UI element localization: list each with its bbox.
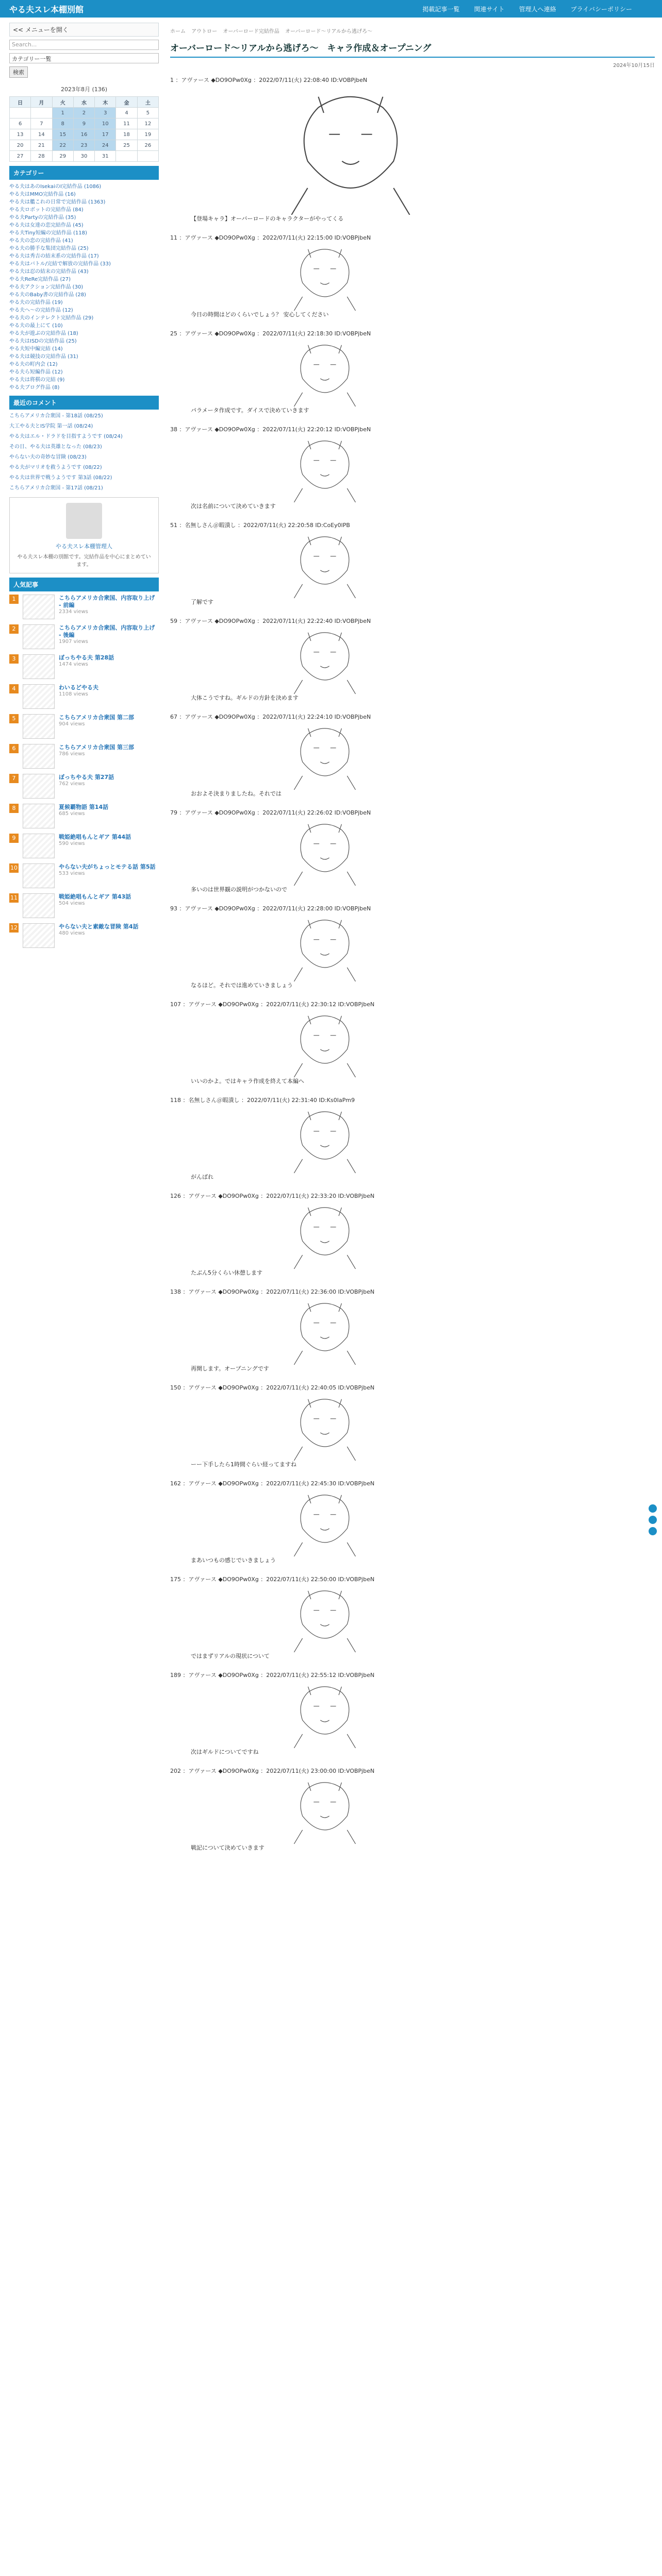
calendar-day[interactable]: 29 — [52, 151, 73, 162]
post-header: 138 ：アヴァース ◆DO9OPw0Xg ：2022/07/11(火) 22:36:00 ID:VOBPjbeN — [170, 1289, 375, 1295]
rank-thumbnail[interactable] — [23, 744, 55, 769]
profile-avatar — [66, 503, 102, 539]
ranking-list — [9, 595, 159, 948]
comment-item[interactable]: やる夫は世界で戦うようです 第3話 (08/22) — [9, 475, 112, 481]
site-title[interactable]: やる夫スレ本棚別館 — [9, 4, 84, 14]
menu-toggle[interactable] — [9, 23, 159, 37]
comment-item[interactable]: やる夫がマリオを救うようです (08/22) — [9, 465, 102, 470]
profile-name[interactable]: やる夫スレ本棚管理人 — [56, 543, 112, 550]
calendar-day[interactable]: 21 — [31, 140, 52, 151]
rank-number: 9 — [9, 834, 19, 843]
category-item[interactable]: やる夫短中編完結 (14) — [9, 346, 63, 352]
ranking-item[interactable] — [9, 714, 159, 739]
category-item[interactable]: やる夫は忍の結末の完結作品 (43) — [9, 269, 89, 275]
post — [170, 808, 655, 894]
calendar-weekday: 木 — [95, 97, 116, 108]
category-item[interactable]: やる夫が遊ぶの完結作品 (18) — [9, 331, 78, 336]
rank-views: 904 views — [59, 721, 85, 727]
rank-thumbnail[interactable] — [23, 834, 55, 858]
calendar-title[interactable]: 2023年8月 (136) — [60, 86, 108, 93]
calendar-day[interactable]: 10 — [95, 118, 116, 129]
nav-item-contact[interactable]: 管理人へ連絡 — [519, 5, 556, 13]
rank-views: 504 views — [59, 901, 85, 906]
post-header: 162 ：アヴァース ◆DO9OPw0Xg ：2022/07/11(火) 22:45:30 ID:VOBPjbeN — [170, 1480, 375, 1487]
rank-title[interactable]: こちらアメリカ合衆国、内容取り上げ - 前編 — [59, 595, 155, 608]
ascii-art — [191, 435, 459, 502]
calendar-day[interactable]: 22 — [52, 140, 73, 151]
rank-views: 786 views — [59, 751, 85, 757]
calendar-weekday: 金 — [116, 97, 137, 108]
comment-item[interactable]: やらない夫の奇妙な冒険 (08/23) — [9, 454, 87, 460]
post-header: 67 ：アヴァース ◆DO9OPw0Xg ：2022/07/11(火) 22:24:10 ID:VOBPjbeN — [170, 714, 371, 720]
ascii-art — [191, 531, 459, 598]
rank-views: 2334 views — [59, 609, 88, 615]
calendar-day[interactable]: 1 — [52, 108, 73, 118]
ascii-art — [191, 1681, 459, 1748]
calendar-day[interactable]: 7 — [31, 118, 52, 129]
ranking-item[interactable] — [9, 654, 159, 679]
rank-views: 1474 views — [59, 662, 88, 667]
post — [170, 713, 655, 798]
calendar-day[interactable]: 26 — [137, 140, 158, 151]
page-title: オーバーロード〜リアルから逃げろ〜 キャラ作成＆オープニング — [170, 41, 655, 58]
post-body: ーー下手したら1時間ぐらい経ってますね — [191, 1461, 296, 1468]
rank-title[interactable]: やらない夫と素敵な冒険 第4話 — [59, 923, 139, 930]
post-body: 大体こうですね。ギルドの方針を決めます — [191, 694, 299, 701]
ranking-item[interactable] — [9, 684, 159, 709]
post — [170, 521, 655, 606]
post-header: 59 ：アヴァース ◆DO9OPw0Xg ：2022/07/11(火) 22:22:40 ID:VOBPjbeN — [170, 618, 371, 624]
calendar-day[interactable]: 4 — [116, 108, 137, 118]
calendar-day[interactable]: 14 — [31, 129, 52, 140]
rank-number: 6 — [9, 744, 19, 753]
calendar-day[interactable]: 28 — [31, 151, 52, 162]
calendar-day[interactable]: 31 — [95, 151, 116, 162]
post-body: パラメータ作成です。ダイスで決めていきます — [191, 407, 309, 414]
category-item[interactable]: やる夫アクション完結作品 (30) — [9, 284, 84, 290]
ascii-art — [191, 244, 459, 311]
rank-title[interactable]: やらない夫がちょっとモテる話 第5話 — [59, 863, 156, 870]
calendar-day[interactable]: 5 — [137, 108, 158, 118]
category-item[interactable]: やる夫のBaby書の完結作品 (28) — [9, 292, 86, 298]
post-header: 118 ：名無しさん＠暇潰し ：2022/07/11(火) 22:31:40 ID:Ks0IaPm9 — [170, 1097, 355, 1104]
calendar-day — [116, 151, 137, 162]
post — [170, 425, 655, 511]
post — [170, 1767, 655, 1852]
rank-title[interactable]: こちらアメリカ合衆国 第三部 — [59, 744, 135, 751]
calendar-day[interactable]: 20 — [10, 140, 31, 151]
category-item[interactable]: やる夫はバトル/完結で解放の完結作品 (33) — [9, 261, 111, 267]
post-header: 175 ：アヴァース ◆DO9OPw0Xg ：2022/07/11(火) 22:50:00 ID:VOBPjbeN — [170, 1576, 375, 1583]
ranking-item[interactable] — [9, 774, 159, 799]
category-heading: カテゴリー — [9, 166, 159, 180]
rank-title[interactable]: わいるどやる夫 — [59, 684, 98, 691]
post — [170, 76, 655, 223]
calendar-weekday: 月 — [31, 97, 52, 108]
rank-number: 2 — [9, 624, 19, 634]
comment-list — [9, 413, 159, 492]
post-header: 25 ：アヴァース ◆DO9OPw0Xg ：2022/07/11(火) 22:18:30 ID:VOBPjbeN — [170, 330, 371, 337]
comment-item[interactable]: やる夫はエル・ドラドを目指すようです (08/24) — [9, 434, 123, 439]
category-item[interactable]: やる夫の恋の完結作品 (41) — [9, 238, 73, 244]
category-list — [9, 183, 159, 392]
main-content — [170, 23, 655, 1862]
category-item[interactable]: やる夫のインテレクト完結作品 (29) — [9, 315, 94, 321]
calendar-day[interactable]: 3 — [95, 108, 116, 118]
calendar-day[interactable]: 27 — [10, 151, 31, 162]
calendar-weekday: 日 — [10, 97, 31, 108]
post-header: 93 ：アヴァース ◆DO9OPw0Xg ：2022/07/11(火) 22:28:00 ID:VOBPjbeN — [170, 905, 371, 912]
ranking-item[interactable] — [9, 893, 159, 918]
rank-title[interactable]: ぼっちやる夫 第27話 — [59, 774, 114, 781]
rank-number: 5 — [9, 714, 19, 723]
rank-views: 762 views — [59, 781, 85, 787]
ranking-heading: 人気記事 — [9, 578, 159, 591]
rank-title[interactable]: ぼっちやる夫 第28話 — [59, 654, 114, 661]
post-header: 150 ：アヴァース ◆DO9OPw0Xg ：2022/07/11(火) 22:40:05 ID:VOBPjbeN — [170, 1384, 375, 1391]
ascii-art — [191, 1202, 459, 1269]
rank-title[interactable]: 夏候覇物語 第14話 — [59, 804, 109, 810]
ascii-art — [191, 1010, 459, 1077]
calendar-day[interactable]: 25 — [116, 140, 137, 151]
ranking-item[interactable] — [9, 834, 159, 858]
category-item[interactable]: やる夫の完結作品 (19) — [9, 300, 63, 306]
rank-thumbnail[interactable] — [23, 804, 55, 828]
post-body: 戦記について決めていきます — [191, 1844, 264, 1851]
sidebar — [9, 23, 159, 1862]
rank-title[interactable]: 戦姫絶唱もんとギア 第44話 — [59, 834, 131, 840]
calendar-day[interactable]: 19 — [137, 129, 158, 140]
rank-number: 11 — [9, 893, 19, 903]
comment-item[interactable]: こちらアメリカ合衆国 - 第18話 (08/25) — [9, 413, 103, 419]
post — [170, 233, 655, 319]
rank-title[interactable]: 戦姫絶唱もんとギア 第43話 — [59, 893, 131, 900]
category-select[interactable]: カテゴリー一覧 — [9, 53, 159, 63]
rank-thumbnail[interactable] — [23, 774, 55, 799]
post — [170, 617, 655, 702]
calendar-day[interactable]: 23 — [73, 140, 94, 151]
calendar-day[interactable]: 2 — [73, 108, 94, 118]
category-item[interactable]: やる夫ロボットの完結作品 (84) — [9, 207, 84, 213]
rank-number: 10 — [9, 863, 19, 873]
rank-thumbnail[interactable] — [23, 595, 55, 619]
calendar-day[interactable]: 6 — [10, 118, 31, 129]
post — [170, 1192, 655, 1277]
rank-views: 1108 views — [59, 691, 88, 697]
category-item[interactable]: やる夫へ〜の完結作品 (12) — [9, 308, 73, 313]
calendar-day[interactable]: 12 — [137, 118, 158, 129]
rank-thumbnail[interactable] — [23, 923, 55, 948]
calendar-day[interactable]: 18 — [116, 129, 137, 140]
breadcrumb-home[interactable]: ホーム — [170, 29, 186, 35]
rank-views: 480 views — [59, 930, 85, 936]
scroll-top-icon[interactable] — [649, 1527, 657, 1535]
category-item[interactable]: やる夫の最上にて (10) — [9, 323, 63, 329]
calendar-day — [10, 108, 31, 118]
category-item[interactable]: やる夫ReRe完結作品 (27) — [9, 277, 71, 282]
profile-box — [9, 497, 159, 573]
calendar-day[interactable]: 17 — [95, 129, 116, 140]
ranking-item[interactable] — [9, 804, 159, 828]
breadcrumb — [170, 27, 655, 35]
rank-number: 7 — [9, 774, 19, 783]
ranking-item[interactable] — [9, 863, 159, 888]
category-item[interactable]: やる夫は競技の完結作品 (31) — [9, 354, 78, 360]
rank-thumbnail[interactable] — [23, 863, 55, 888]
post-header: 1 ：アヴァース ◆DO9OPw0Xg ：2022/07/11(火) 22:08:40 ID:VOBPjbeN — [170, 77, 368, 83]
category-item[interactable]: やる夫の町内会 (12) — [9, 362, 58, 367]
post-header: 189 ：アヴァース ◆DO9OPw0Xg ：2022/07/11(火) 22:55:12 ID:VOBPjbeN — [170, 1672, 375, 1679]
category-item[interactable]: やる夫は将棋の完結 (9) — [9, 377, 65, 383]
post-header: 38 ：アヴァース ◆DO9OPw0Xg ：2022/07/11(火) 22:20:12 ID:VOBPjbeN — [170, 426, 371, 433]
post-body: いいのかよ。ではキャラ作成を終えて本編へ — [191, 1078, 304, 1084]
post — [170, 329, 655, 415]
nav-item-privacy[interactable]: プライバシーポリシー — [570, 5, 632, 13]
rank-thumbnail[interactable] — [23, 654, 55, 679]
rank-number: 4 — [9, 684, 19, 693]
category-item[interactable]: やる夫ら短編作品 (12) — [9, 369, 63, 375]
post-list — [170, 76, 655, 1852]
calendar-weekday: 火 — [52, 97, 73, 108]
calendar-day[interactable]: 8 — [52, 118, 73, 129]
rank-thumbnail[interactable] — [23, 893, 55, 918]
calendar-day[interactable]: 16 — [73, 129, 94, 140]
category-item[interactable]: やる夫はあのIsekaiのI完結作品 (1086) — [9, 184, 102, 190]
search-input[interactable]: Search... — [9, 40, 159, 50]
category-item[interactable]: やる夫ブログ作品 (8) — [9, 385, 60, 391]
post-body: 多いのは世界観の説明がつかないので — [191, 886, 287, 893]
category-item[interactable]: やる夫は艦これの日常で完結作品 (1363) — [9, 199, 106, 205]
nav-item-related[interactable]: 関連サイト — [474, 5, 505, 13]
ascii-art — [191, 627, 459, 694]
calendar-day[interactable]: 24 — [95, 140, 116, 151]
rank-number: 8 — [9, 804, 19, 813]
post — [170, 1383, 655, 1469]
calendar — [9, 96, 159, 162]
ranking-item[interactable] — [9, 744, 159, 769]
post-header: 126 ：アヴァース ◆DO9OPw0Xg ：2022/07/11(火) 22:33:20 ID:VOBPjbeN — [170, 1193, 375, 1199]
category-item[interactable]: やる夫はMMO完結作品 (16) — [9, 192, 76, 197]
post-header: 79 ：アヴァース ◆DO9OPw0Xg ：2022/07/11(火) 22:26:02 ID:VOBPjbeN — [170, 809, 371, 816]
calendar-day[interactable]: 9 — [73, 118, 94, 129]
post-body: 次はギルドについてですね — [191, 1749, 259, 1755]
rank-thumbnail[interactable] — [23, 684, 55, 709]
post — [170, 1096, 655, 1181]
rank-title[interactable]: こちらアメリカ合衆国 第二部 — [59, 714, 135, 721]
calendar-day[interactable]: 13 — [10, 129, 31, 140]
ascii-art — [191, 819, 459, 886]
ascii-art — [191, 86, 510, 215]
post-body: なるほど。それでは進めていきましょう — [191, 982, 293, 989]
post-body: 再開します。オープニングです — [191, 1365, 269, 1372]
category-item[interactable]: やる夫の勝手な集団完結作品 (25) — [9, 246, 89, 251]
rank-thumbnail[interactable] — [23, 714, 55, 739]
rank-thumbnail[interactable] — [23, 624, 55, 649]
category-item[interactable]: やる夫は女達の恋完結作品 (45) — [9, 223, 84, 228]
rank-title[interactable]: こちらアメリカ合衆国、内容取り上げ - 後編 — [59, 624, 155, 638]
post-header: 51 ：名無しさん＠暇潰し ：2022/07/11(火) 22:20:58 ID:CoEy0lPB — [170, 522, 350, 529]
twitter-icon[interactable] — [649, 1516, 657, 1524]
calendar-weekday: 水 — [73, 97, 94, 108]
rank-number: 3 — [9, 654, 19, 664]
ascii-art — [191, 1777, 459, 1844]
rank-views: 1907 views — [59, 639, 88, 645]
category-item[interactable]: やる夫Partyの完結作品 (35) — [9, 215, 76, 221]
post-body: たぶん5分くらい休憩します — [191, 1269, 262, 1276]
rank-number: 12 — [9, 923, 19, 933]
ascii-art — [191, 340, 459, 406]
post — [170, 1671, 655, 1756]
breadcrumb-category[interactable]: オーバーロード完結作品 — [223, 29, 279, 35]
post-body: がんばれ — [191, 1174, 213, 1180]
breadcrumb-outlaw[interactable]: アウトロー — [191, 29, 218, 35]
comment-item[interactable]: その日、やる夫は英雄となった (08/23) — [9, 444, 102, 450]
post-body: ではまずリアルの現状について — [191, 1653, 270, 1659]
rank-number: 1 — [9, 595, 19, 604]
ascii-art — [191, 1394, 459, 1461]
ranking-item[interactable] — [9, 624, 159, 649]
comment-item[interactable]: 大工やる夫とIS学院 第一話 (08/24) — [9, 423, 93, 429]
ascii-art — [191, 1489, 459, 1556]
breadcrumb-current: オーバーロード〜リアルから逃げろ〜 — [285, 29, 373, 35]
ascii-art — [191, 1585, 459, 1652]
post-body: 次は名前について決めていきます — [191, 503, 276, 510]
post-body: まあいつもの感じでいきましょう — [191, 1557, 276, 1564]
post — [170, 1287, 655, 1373]
comment-item[interactable]: こちらアメリカ合衆国 - 第17話 (08/21) — [9, 485, 103, 491]
rank-views: 590 views — [59, 841, 85, 846]
category-item[interactable]: やる夫Tiny短編の完結作品 (118) — [9, 230, 87, 236]
post-body: おおよそ決まりましたね。それでは — [191, 790, 282, 797]
rank-views: 685 views — [59, 811, 85, 817]
calendar-day[interactable]: 30 — [73, 151, 94, 162]
nav-item-articles[interactable]: 掲載記事一覧 — [422, 5, 460, 13]
ranking-item[interactable] — [9, 595, 159, 619]
post-body: 【登場キャラ】オーバーロードのキャラクターがやってくる — [191, 215, 344, 222]
ranking-item[interactable] — [9, 923, 159, 948]
post-body: 今日の時間はどのくらいでしょう？ 安心してください — [191, 311, 329, 318]
calendar-weekday: 土 — [137, 97, 158, 108]
share-icon[interactable] — [649, 1504, 657, 1513]
top-nav — [422, 5, 632, 13]
post — [170, 1000, 655, 1086]
ascii-art — [191, 723, 459, 790]
ascii-art — [191, 914, 459, 981]
site-header — [0, 0, 662, 18]
post-header: 107 ：アヴァース ◆DO9OPw0Xg ：2022/07/11(火) 22:30:12 ID:VOBPjbeN — [170, 1001, 375, 1008]
calendar-day — [137, 151, 158, 162]
ascii-art — [191, 1106, 459, 1173]
post — [170, 904, 655, 990]
calendar-day[interactable]: 15 — [52, 129, 73, 140]
post — [170, 1575, 655, 1660]
calendar-day — [31, 108, 52, 118]
search-button[interactable]: 検索 — [9, 66, 28, 78]
post-body: 了解です — [191, 599, 213, 605]
post — [170, 1479, 655, 1565]
post-header: 11 ：アヴァース ◆DO9OPw0Xg ：2022/07/11(火) 22:15:00 ID:VOBPjbeN — [170, 234, 371, 241]
comments-heading: 最近のコメント — [9, 396, 159, 410]
category-item[interactable]: やる夫は秀吉の結末系の完結作品 (17) — [9, 253, 99, 259]
ascii-art — [191, 1298, 459, 1365]
calendar-day[interactable]: 11 — [116, 118, 137, 129]
post-header: 202 ：アヴァース ◆DO9OPw0Xg ：2022/07/11(火) 23:00:00 ID:VOBPjbeN — [170, 1768, 375, 1774]
rank-views: 533 views — [59, 871, 85, 876]
profile-text: やる夫スレ本棚の別館です。完結作品を中心にまとめています。 — [17, 554, 151, 568]
menu-toggle-label: << メニューを開く — [13, 26, 69, 33]
share-buttons — [649, 1504, 660, 1538]
post-date: 2024年10月15日 — [613, 63, 655, 69]
category-item[interactable]: やる夫はISDの完結作品 (25) — [9, 338, 77, 344]
